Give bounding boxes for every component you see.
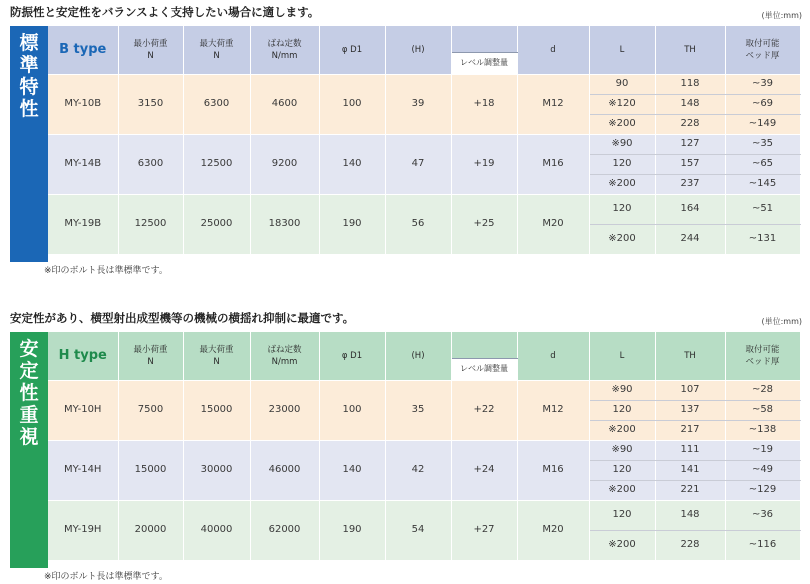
section-title: 防振性と安定性をバランスよく支持したい場合に適します。 <box>10 5 320 19</box>
l-cell: ※200 <box>589 174 655 194</box>
header-bed: 取付可能 ベッド厚 <box>725 332 800 380</box>
table-row <box>48 440 800 460</box>
th-cell: 237 <box>655 174 725 194</box>
h-cell: 47 <box>385 134 451 194</box>
header-d: d <box>517 332 589 380</box>
bed-cell: ~39 <box>725 74 800 94</box>
d-cell: M20 <box>517 194 589 254</box>
max-load-cell: 6300 <box>183 74 250 134</box>
d-cell: M16 <box>517 440 589 500</box>
d-cell: M20 <box>517 500 589 560</box>
th-cell: 148 <box>655 94 725 114</box>
bed-cell: ~116 <box>725 530 800 560</box>
bed-cell: ~51 <box>725 194 800 224</box>
th-cell: 141 <box>655 460 725 480</box>
bed-cell: ~49 <box>725 460 800 480</box>
bed-cell: ~35 <box>725 134 800 154</box>
th-cell: 228 <box>655 114 725 134</box>
bed-cell: ~145 <box>725 174 800 194</box>
header-d: d <box>517 26 589 74</box>
bed-cell: ~36 <box>725 500 800 530</box>
max-load-cell: 15000 <box>183 380 250 440</box>
vertical-label: 標 準 特 性 <box>10 26 48 262</box>
spec-table <box>48 26 801 255</box>
d-cell: M12 <box>517 380 589 440</box>
l-cell: ※200 <box>589 224 655 254</box>
bed-cell: ~149 <box>725 114 800 134</box>
max-load-cell: 40000 <box>183 500 250 560</box>
d1-cell: 140 <box>319 440 385 500</box>
min-load-cell: 12500 <box>118 194 183 254</box>
l-cell: 120 <box>589 194 655 224</box>
spring-cell: 4600 <box>250 74 319 134</box>
bed-cell: ~19 <box>725 440 800 460</box>
max-load-cell: 30000 <box>183 440 250 500</box>
header-level: レベル調整量 <box>451 358 517 380</box>
vertical-label: 安 定 性 重 視 <box>10 332 48 568</box>
th-cell: 217 <box>655 420 725 440</box>
header-l: L <box>589 332 655 380</box>
header-h: (H) <box>385 26 451 74</box>
header-max-load: 最大荷重 N <box>183 26 250 74</box>
l-cell: ※90 <box>589 134 655 154</box>
header-l: L <box>589 26 655 74</box>
l-cell: ※200 <box>589 420 655 440</box>
table-row <box>48 134 800 154</box>
model-cell: MY-19B <box>48 194 118 254</box>
header-d1: φ D1 <box>319 26 385 74</box>
l-cell: ※90 <box>589 380 655 400</box>
model-cell: MY-14H <box>48 440 118 500</box>
h-cell: 42 <box>385 440 451 500</box>
table-row <box>48 194 800 224</box>
l-cell: ※200 <box>589 114 655 134</box>
spring-cell: 18300 <box>250 194 319 254</box>
bed-cell: ~28 <box>725 380 800 400</box>
h-cell: 54 <box>385 500 451 560</box>
l-cell: ※120 <box>589 94 655 114</box>
d1-cell: 100 <box>319 74 385 134</box>
max-load-cell: 25000 <box>183 194 250 254</box>
level-cell: +24 <box>451 440 517 500</box>
bed-cell: ~131 <box>725 224 800 254</box>
l-cell: 90 <box>589 74 655 94</box>
min-load-cell: 20000 <box>118 500 183 560</box>
h-cell: 35 <box>385 380 451 440</box>
footnote: ※印のボルト長は準標準です。 <box>44 266 168 276</box>
th-cell: 157 <box>655 154 725 174</box>
header-d1: φ D1 <box>319 332 385 380</box>
type-label: B type <box>48 26 118 74</box>
header-h: (H) <box>385 332 451 380</box>
spring-cell: 23000 <box>250 380 319 440</box>
d1-cell: 140 <box>319 134 385 194</box>
spring-cell: 46000 <box>250 440 319 500</box>
header-th: TH <box>655 332 725 380</box>
h-cell: 39 <box>385 74 451 134</box>
header-level-top <box>451 26 517 52</box>
l-cell: 120 <box>589 460 655 480</box>
level-cell: +25 <box>451 194 517 254</box>
bed-cell: ~129 <box>725 480 800 500</box>
header-spring: ばね定数 N/mm <box>250 26 319 74</box>
model-cell: MY-10B <box>48 74 118 134</box>
bed-cell: ~138 <box>725 420 800 440</box>
d1-cell: 100 <box>319 380 385 440</box>
d-cell: M16 <box>517 134 589 194</box>
level-cell: +18 <box>451 74 517 134</box>
level-cell: +22 <box>451 380 517 440</box>
min-load-cell: 7500 <box>118 380 183 440</box>
spec-table <box>48 332 801 561</box>
unit-label: (単位:mm) <box>761 317 802 326</box>
unit-label: (単位:mm) <box>761 11 802 20</box>
th-cell: 127 <box>655 134 725 154</box>
model-cell: MY-10H <box>48 380 118 440</box>
header-level-top <box>451 332 517 358</box>
table-row <box>48 74 800 94</box>
header-th: TH <box>655 26 725 74</box>
spring-cell: 62000 <box>250 500 319 560</box>
min-load-cell: 6300 <box>118 134 183 194</box>
th-cell: 137 <box>655 400 725 420</box>
l-cell: ※200 <box>589 530 655 560</box>
header-max-load: 最大荷重 N <box>183 332 250 380</box>
th-cell: 228 <box>655 530 725 560</box>
header-bed: 取付可能 ベッド厚 <box>725 26 800 74</box>
bed-cell: ~69 <box>725 94 800 114</box>
section-title: 安定性があり、横型射出成型機等の機械の横揺れ抑制に最適です。 <box>10 311 355 325</box>
l-cell: ※90 <box>589 440 655 460</box>
level-cell: +27 <box>451 500 517 560</box>
th-cell: 111 <box>655 440 725 460</box>
spring-cell: 9200 <box>250 134 319 194</box>
header-spring: ばね定数 N/mm <box>250 332 319 380</box>
table-row <box>48 500 800 530</box>
l-cell: 120 <box>589 400 655 420</box>
th-cell: 244 <box>655 224 725 254</box>
d1-cell: 190 <box>319 500 385 560</box>
th-cell: 164 <box>655 194 725 224</box>
th-cell: 107 <box>655 380 725 400</box>
l-cell: ※200 <box>589 480 655 500</box>
d-cell: M12 <box>517 74 589 134</box>
model-cell: MY-14B <box>48 134 118 194</box>
l-cell: 120 <box>589 154 655 174</box>
min-load-cell: 3150 <box>118 74 183 134</box>
table-row <box>48 380 800 400</box>
footnote: ※印のボルト長は準標準です。 <box>44 572 168 582</box>
h-cell: 56 <box>385 194 451 254</box>
header-min-load: 最小荷重 N <box>118 332 183 380</box>
bed-cell: ~58 <box>725 400 800 420</box>
type-label: H type <box>48 332 118 380</box>
th-cell: 148 <box>655 500 725 530</box>
header-level: レベル調整量 <box>451 52 517 74</box>
l-cell: 120 <box>589 500 655 530</box>
level-cell: +19 <box>451 134 517 194</box>
min-load-cell: 15000 <box>118 440 183 500</box>
d1-cell: 190 <box>319 194 385 254</box>
th-cell: 118 <box>655 74 725 94</box>
th-cell: 221 <box>655 480 725 500</box>
header-min-load: 最小荷重 N <box>118 26 183 74</box>
max-load-cell: 12500 <box>183 134 250 194</box>
bed-cell: ~65 <box>725 154 800 174</box>
model-cell: MY-19H <box>48 500 118 560</box>
